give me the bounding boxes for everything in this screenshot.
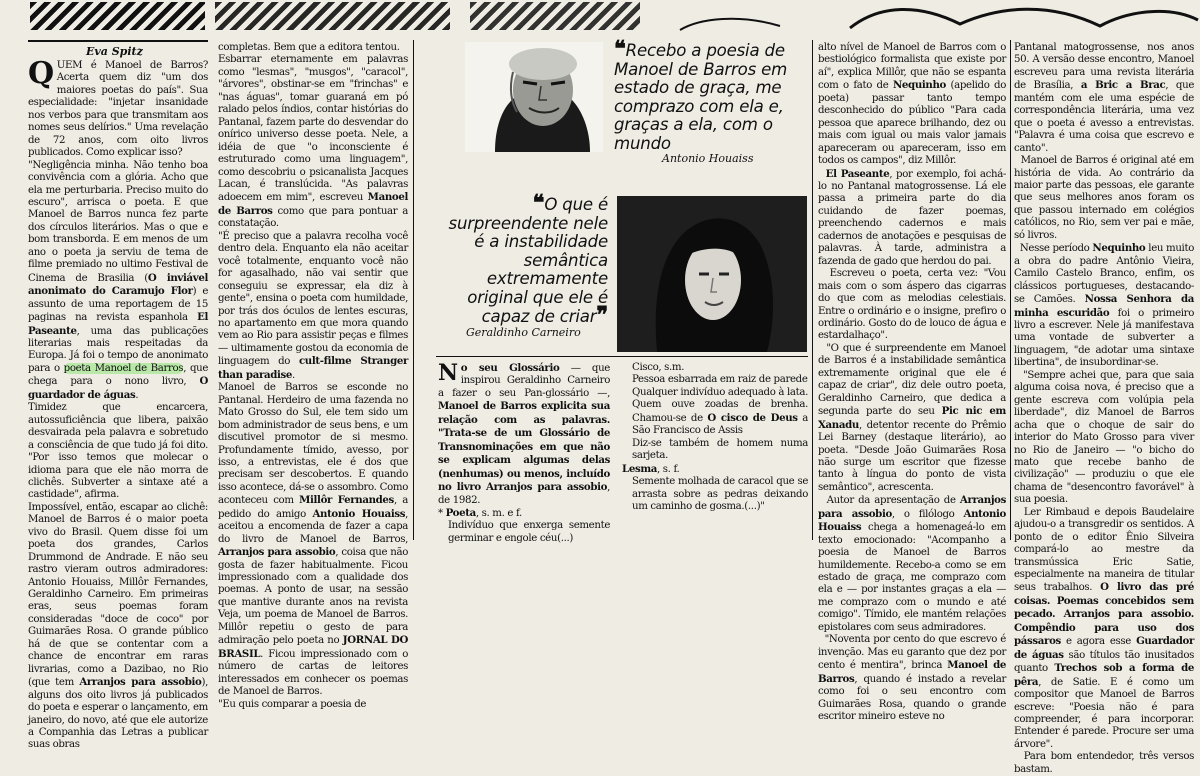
paragraph: , por exemplo, foi achá-lo no Pantanal matogrossense. Lá ele passa a primeira parte do dia cuidando de fazer poemas, preenchendo cadernos e mais cadernos de anotações e pesquisas de palavras. À tarde, administra a fazenda de gado que herdou do pai. [818,168,1007,267]
paragraph: , detentor recente do Prêmio Lei Barney (destaque literário), ao poeta. "Desde João Guimarães Rosa não surge um escritor que fizesse tanto à língua do ponto de vista semântico", acrescenta. [818,419,1006,493]
portrait-carneiro-image [617,196,807,352]
bold-text: Manoel de Barros [818,659,1006,685]
bold-text: Arranjos para assobio [818,494,1006,520]
paragraph: . Ficou impressionado com o número de cartas de leitores interessados em conhecer os poemas de Manoel de Barros. [218,648,408,698]
paragraph: , s. f. [657,463,680,475]
paragraph: "O que é surpreendente em Manoel de Barros é a instabilidade semântica extremamente original que ele é capaz de criar", diz dele outro poeta, Geraldinho Carneiro, que dedica a segunda parte do seu [818,342,1006,418]
paragraph: Quem ouve zoadas de brenha. Chamou-se de [632,399,808,424]
paragraph: leu muito a obra do padre Antônio Vieira, Camilo Castelo Branco, enfim, os clássicos portugueses, destacando-se Camões. [1014,243,1194,306]
bold-text: Poeta [445,506,476,519]
open-quote-icon: ❝ [614,36,626,62]
paragraph: ) e assunto de uma reportagem de 15 paginas na revista espanhola [28,286,208,324]
paragraph: a São Francisco de Assis [632,412,808,437]
paragraph: são títulos tão inusitados quanto [1014,649,1194,675]
pull-quote-text: Recebo a poesia de Manoel de Barros em estado de graça, me comprazo com ela e, graças a ela, com o mundo [614,41,788,153]
bold-text: Pic nic em Xanadu [818,405,1006,431]
paragraph: , que chega para o nono livro, [28,362,209,388]
paragraph: , s. m. e f. [475,507,522,519]
paragraph: "Noventa por cento do que escrevo é invenção. Mas eu garanto que dez por cento é mentira", brinca [818,634,1006,672]
paragraph: "Sempre achei que, para que saia alguma coisa nova, é preciso que a gente escreva com volúpia pela liberdade", diz Manoel de Barros acha que o choque de sair do interior do Mato Grosso para viver no Rio de Janeiro — "o bicho do mato que recebe banho de civilização" — produziu o que ele chama de "desencontro favorável" à sua poesia. [1014,369,1195,506]
bold-text: O guardador de águas [28,375,208,401]
bold-text: El Paseante [28,311,208,337]
bold-text: Guardador de águas [1014,635,1194,661]
paragraph: Semente molhada de caracol que se arrasta sobre as pedras deixando um caminho de gosma.(...)" [632,476,808,512]
paragraph: "Eu quis comparar a poesia de [218,698,367,710]
paragraph: UEM é Manoel de Barros? Acerta quem diz "um dos maiores poetas do país". Sua especialidade: "injetar insanidade nos verbos para que transmitam aos nomes seus delírios." Uma revelação de 72 anos, com oito livros publicados. Como explicar isso? [28,60,208,159]
paragraph: , o filólogo [891,508,964,520]
bold-text: Antonio Houaiss [312,507,406,520]
paragraph: Diz-se também de homem numa sarjeta. [632,437,808,462]
ornament-curves [0,0,1200,34]
bold-text: Manoel de Barros explicita sua relação com as palavras. "Trata-se de um Glossário de Transnominações em que não se explicam algumas delas (nenhumas) ou menos, incluído no livro Arranjos para assobio [438,400,610,494]
paragraph: chega a homenageá-lo em texto emocionado: "Acompanho a poesia de Manoel de Barros humildemente. Recebo-a como se em estado de graça, me comprazo com ela e — por instantes graças a ela — me comprazo com o mundo e até comigo". Tímido, ele mantém relações epistolares com seus admiradores. [818,522,1006,633]
paragraph: , de 1982. [438,482,610,506]
bold-text: O livro das pré coisas. Poemas concebidos sem pecado. Arranjos para assobio. Compêndio para uso dos pássaros [1014,581,1194,648]
column-divider [413,40,414,540]
paragraph: , a pedido do amigo [218,495,408,520]
bold-text: O cisco de Deus [707,411,798,424]
paragraph: "Negligência minha. Não tenho boa convivência com a glória. Acho que ela me perturbaria. Preciso muito do escuro", arrisca o poeta. E que Manoel de Barros nunca fez parte dos círculos literários. Mas o que e bom transborda. E em menos de um ano o poeta ja serviu de tema de filme premiado no ultimo Festival de Cinema de Brasilia ( [28,159,208,284]
paragraph: Para bom entendedor, três versos bastam. [1014,751,1194,775]
bold-text: Arranjos para assobio [218,546,336,559]
paragraph: Pantanal matogrossense, nos anos 50. A versão desse encontro, Manoel escreveu para uma revista literária de Brasília, [1014,42,1194,92]
paragraph: Já foi o tempo de anonimato para o [28,350,209,374]
paragraph: como que para pontuar a constatação. [218,205,408,230]
column-divider [812,40,813,540]
paragraph: , aceitou a encomenda de fazer a capa do livro de Manoel de Barros, [218,508,408,545]
drop-cap: N [438,360,458,386]
pull-quote-text: O que é surpreendente nele é a instabilidade semântica extremamente original que ele é capaz de criar [448,195,608,326]
paragraph: "É preciso que a palavra recolha você dentro dela. Enquanto ela não aceitar você totalmente, enquanto você não for agasalhado, não vai sentir que conseguiu se expressar, ela diz à gente", ensina o poeta com humildade, por trás dos óculos de lentes escuras, no apartamento em que mora quando vem ao Rio para assistir peças e filmes — ultimamente gostou da economia de linguagem do [218,230,408,368]
close-quote-icon: ❞ [596,301,608,328]
paragraph: completas. Bem que a editora tentou. [218,42,400,53]
paragraph: — que inspirou [460,363,610,387]
quote-credit-houaiss: Antonio Houaiss [662,152,754,165]
paragraph: , coisa que não gosta de fazer habitualmente. Ficou impressionado com a qualidade dos poemas. A ponto de usar, na sessão que mantive durante anos na revista Veja, um poema de Manoel de Barros. Millôr repetiu o gesto de para admiração pelo poeta no [218,547,408,647]
glossary-column-1: No seu Glossário — que inspirou Geraldinho Carneiro a fazer o seu Pan-glossário —, Manoel de Barros explicita sua relação com as palavras. "Trata-se de um Glossário de Transnominações em que não se explicam algumas delas (nenhumas) ou menos, incluído no livro Arranjos para assobio, de 1982. * Poeta, s. m. e f. Indivíduo que enxerga semente germinar e engole céu(...) [438,360,610,544]
paragraph: Manoel de Barros se esconde no Pantanal. Herdeiro de uma fazenda no Mato Grosso do Sul, ele tem sido um bom administrador de seus bens, e um discutivel promotor de si mesmo. Profundamente tímido, avesso, por isso, a entrevistas, ele é dos que precisam ser descobertos. E quando isso acontece, dá-se o assombro. Como aconteceu com [218,382,408,507]
paragraph: , que mantém com ele uma espécie de correspondência literária, uma vez que o poeta é avesso a entrevistas. "Palavra é uma coisa que escrevo e canto". [1014,80,1194,154]
bold-text: Nossa Senhora da minha escuridão [1014,293,1195,319]
paragraph: Indivíduo que enxerga semente germinar e engole céu(...) [448,520,610,544]
portrait-houaiss-image [465,42,603,152]
bold-text: Arranjos para assobio [79,676,202,689]
paragraph: (apelido do poeta) passar tanto tempo desconhecido do público "Para cada pessoa que aparece brilhando, dez ou mais com igual ou mais valor jamais apareceram ou apareceram, isso em todos os campos", diz Millôr. [818,80,1007,167]
column-divider [1010,40,1011,540]
bold-text: JORNAL DO BRASIL [218,634,408,660]
bold-text: Trechos sob a forma de pêra [1014,662,1194,688]
paragraph: alto nível de Manoel de Barros com o bestiológico formalista que existe por aí", explica Millôr, que não se espanta com o fato de [818,42,1006,92]
pull-quote-carneiro [436,190,608,328]
paragraph: Escreveu o poeta, certa vez: "Vou mais com o som áspero das cigarras do que com as melodias celestiais. Entre o ordinário e o insigne, prefiro o ordinário. Gosto do de louco de água e estardalhaço". [818,268,1006,342]
article-column-2: completas. Bem que a editora tentou. Esbarrar eternamente em palavras como "lesmas", "musgos", "caracol", "árvores", obstinar-se em "frinchas" e "nas águas", tomar guaraná em pó ralado pelos índios, contar histórias do Pantanal, fazem parte do desvendar do onírico universo desse poeta. Nele, a idéia de que "o inconsciente é estruturado como uma linguagem", como descobriu o psicanalista Jacques Lacan, é translúcida. "As palavras adoecem em mim", escreveu Manoel de Barros como que para pontuar a constatação. "É preciso que a palavra recolha você dentro dela. Enquanto ela não aceitar você totalmente, enquanto você não for agasalhado, não vai sentir que conseguiu se expressar, ela diz à gente", ensina o poeta com humildade, por trás dos óculos de lentes escuras, no apartamento em que mora quando vem ao Rio para assistir peças e filmes — ultimamente gostou da economia de linguagem do cult-filme Stranger than paradise. Manoel de Barros se esconde no Pantanal. Herdeiro de uma fazenda no Mato Grosso do Sul, ele tem sido um bom administrador de seus bens, e um discutivel promotor de si mesmo. Profundamente tímido, avesso, por isso, a entrevistas, ele é dos que precisam ser descobertos. E quando isso acontece, dá-se o assombro. Como aconteceu com Millôr Fernandes, a pedido do amigo Antonio Houaiss, aceitou a encomenda de fazer a capa do livro de Manoel de Barros, Arranjos para assobio, coisa que não gosta de fazer habitualmente. Ficou impressionado com a qualidade dos poemas. A ponto de usar, na sessão que mantive durante anos na revista Veja, um poema de Manoel de Barros. Millôr repetiu o gesto de para admiração pelo poeta no JORNAL DO BRASIL. Ficou impressionado com o número de cartas de leitores interessados em conhecer os poemas de Manoel de Barros. "Eu quis comparar a poesia de [218,42,408,710]
bold-text: Millôr Fernandes [299,494,394,507]
bold-text: Lesma [622,462,658,475]
glossary-column-2 [622,362,808,534]
paragraph: , uma das publicações literarias mais respeitadas da Europa. [28,325,208,362]
bold-text: Nequinho [892,79,946,92]
paragraph: Manoel de Barros é original até em história de vida. Ao contrário da maior parte das pessoas, ele garante que seus melhores anos foram os que passou internado em colégios católicos, no Rio, sem ver pai e mãe, só livros. [1014,155,1194,241]
drop-cap: Q [28,56,54,91]
section-rule [436,356,808,357]
article-column-4 [818,42,1007,723]
highlighted-text: poeta Manoel de Barros [63,362,184,374]
top-decorative-band [0,0,1200,34]
paragraph: foi o primeiro livro a escrever. Nele já manifestava uma vontade de subverter a linguagem, "de adotar uma sintaxe libertina", de insubordinar-se. [1014,307,1194,369]
paragraph: , de Satie. E é como um compositor que Manoel de Barros escreve: "Poesia não é para compreender, é para incorporar. Entender é parede. Procure ser uma árvore". [1014,676,1194,750]
bold-text: El Paseante [825,167,890,180]
paragraph: Timidez que encarcera, autossuficiência que libera, paixão desvairada pela palavra e sobretudo a consciência de que tudo já foi dito. "Por isso temos que molecar o idioma para que ele não morra de clichês. Subverter a sintaxe até a castidade", afirma. [28,402,208,501]
paragraph: Qualquer indivíduo adequado à lata. [632,386,809,398]
byline: Eva Spitz [86,45,143,58]
bold-text: Nequinho [1092,242,1146,255]
paragraph: Nesse período [1019,243,1093,255]
paragraph: , quando é instado a revelar como foi o seu encontro com Guimarães Rosa, quando o grande escritor mineiro esteve no [818,673,1006,723]
paragraph: Impossível, então, escapar ao clichê: Manoel de Barros é o maior poeta vivo do Brasil. Quem disse foi um poeta dos grandes, Carlos Drummond de Andrade. E não seu rastro vieram outros admiradores: Antonio Houaiss, Millôr Fernandes, Geraldinho Carneiro. Em primeiras eras, seus poemas foram consideradas "doce de coco" por Guimarães Rosa. O grande público há de que se contentar com a chance de encontrar em raras livrarias, como a Dazibao, no Rio (que tem [28,501,208,689]
paragraph: Pessoa esbarrada em raiz de parede [632,374,808,386]
open-quote-icon: ❝ [532,190,545,216]
article-column-1: QUEM é Manoel de Barros? Acerta quem diz "um dos maiores poetas do país". Sua especialidade: "injetar insanidade nos verbos para que transmitam aos nomes seus delírios." Uma revelação de 72 anos, com oito livros publicados. Como explicar isso? "Negligência minha. Não tenho boa convivência com a glória. Acho que ela me perturbaria. Preciso muito do escuro", arrisca o poeta. E que Manoel de Barros nunca fez parte dos círculos literários. Mas o que e bom transborda. E em menos de um ano o poeta ja serviu de tema de filme premiado no ultimo Festival de Cinema de Brasilia (O inviável anonimato do Caramujo Flor) e assunto de uma reportagem de 15 paginas na revista espanhola El Paseante, uma das publicações literarias mais respeitadas da Europa. Já foi o tempo de anonimato para o poeta Manoel de Barros, que chega para o nono livro, O guardador de águas. Timidez que encarcera, autossuficiência que libera, paixão desvairada pela palavra e sobretudo a consciência de que tudo já foi dito. "Por isso temos que molecar o idioma para que ele não morra de clichês. Subverter a sintaxe até a castidade", afirma. Impossível, então, escapar ao clichê: Manoel de Barros é o maior poeta vivo do Brasil. Quem disse foi um poeta dos grandes, Carlos Drummond de Andrade. E não seu rastro vieram outros admiradores: Antonio Houaiss, Millôr Fernandes, Geraldinho Carneiro. Em primeiras eras, seus poemas foram consideradas "doce de coco" por Guimarães Rosa. O grande público há de que se contentar com a chance de encontrar em raras livrarias, como a Dazibao, no Rio (que tem Arranjos para assobio), alguns dos oito livros já publicados do poeta e esperar o lançamento, em janeiro, do novo, até que ele autorize a Companhia das Letras a publicar suas obras [28,56,209,751]
paragraph: Autor da apresentação de [826,495,960,507]
pull-quote-houaiss [614,36,814,154]
header-rule [28,40,208,42]
paragraph: ), alguns dos oito livros já publicados do poeta e esperar o lançamento, em janeiro, do novo, até que ele autorize a Companhia das Letras a publicar suas obras [28,677,208,751]
bold-text: a Bric a Brac [1080,79,1166,92]
bold-text: cult-filme Stranger than paradise [218,355,408,381]
paragraph: Cisco, s.m. [632,362,685,373]
portrait-photo-houaiss [465,42,603,152]
portrait-photo-carneiro [617,196,807,352]
quote-credit-carneiro: Geraldinho Carneiro [466,326,581,339]
paragraph: Esbarrar eternamente em palavras como "lesmas", "musgos", "caracol", "árvores", obstinar-se em "frinchas" e "nas águas", tomar guaraná em pó ralado pelos índios, contar histórias do Pantanal, fazem parte do desvendar do onírico universo desse poeta. Nele, a idéia de que "o inconsciente é estruturado como uma linguagem", como descobriu o psicanalista Jacques Lacan, é translúcida. "As palavras adoecem em mim", escreveu [218,54,408,204]
paragraph: Geraldinho Carneiro a fazer o seu Pan-glossário —, [438,375,610,399]
paragraph: e agora esse [1060,636,1137,648]
bold-text: Antonio Houaiss [818,507,1006,534]
paragraph: Ler Rimbaud e depois Baudelaire ajudou-o a transgredir os sentidos. A ponto de o editor Ênio Silveira compará-lo ao mestre da transmússica Eric Satie, especialmente na maneira de titular seus trabalhos. [1014,506,1195,594]
article-column-5 [1014,42,1195,775]
bold-text: Manoel de Barros [218,191,408,217]
bold-text: o seu Glossário [460,362,560,374]
bold-text: O inviável anonimato do Caramujo Flor [28,271,208,298]
